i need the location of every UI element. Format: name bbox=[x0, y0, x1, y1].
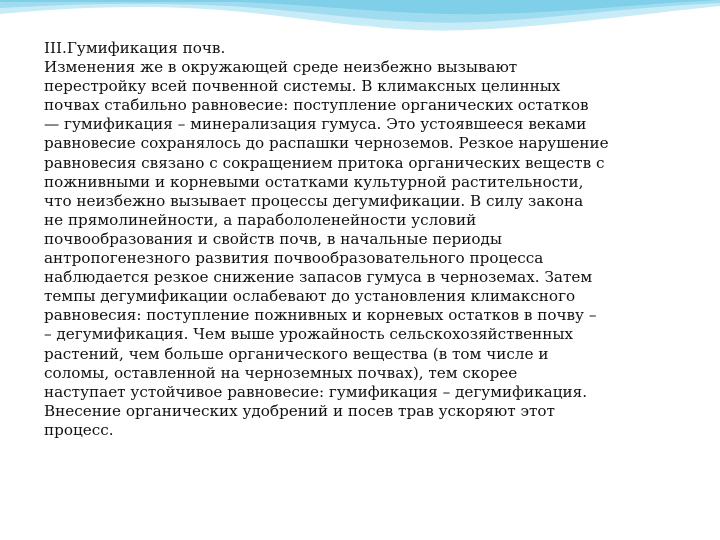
text-line: Изменения же в окружающей среде неизбежно вызывают bbox=[44, 58, 518, 77]
text-line: темпы дегумификации ослабевают до установления климаксного bbox=[44, 287, 576, 306]
text-line: – дегумификация. Чем выше урожайность сельскохозяйственных bbox=[44, 325, 574, 344]
text-line: антропогенезного развития почвообразовательного процесса bbox=[44, 249, 544, 268]
text-line: наступает устойчивое равновесие: гумификация – дегумификация. bbox=[44, 382, 588, 401]
text-line: равновесия связано с сокращением притока органических веществ с bbox=[44, 153, 605, 172]
text-line: пожнивными и корневыми остатками культурной растительности, bbox=[44, 172, 584, 191]
text-line: не прямолинейности, а парабололенейности условий bbox=[44, 210, 477, 229]
text-line: растений, чем больше органического вещества (в том числе и bbox=[44, 344, 549, 363]
slide-body bbox=[44, 39, 692, 440]
text-line: перестройку всей почвенной системы. В климаксных целинных bbox=[44, 77, 561, 96]
text-line: Внесение органических удобрений и посев трав ускоряют этот bbox=[44, 401, 555, 420]
body-paragraph bbox=[44, 58, 692, 440]
text-line: почвах стабильно равновесие: поступление органических остатков bbox=[44, 96, 589, 115]
text-line: процесс. bbox=[44, 420, 114, 439]
text-line: соломы, оставленной на черноземных почвах), тем скорее bbox=[44, 363, 518, 382]
text-line: равновесия: поступление пожнивных и корневых остатков в почву – bbox=[44, 306, 597, 325]
text-line: почвообразования и свойств почв, в начальные периоды bbox=[44, 229, 502, 248]
text-line: — гумификация – минерализация гумуса. Это устоявшееся веками bbox=[44, 115, 587, 134]
text-line: равновесие сохранялось до распашки черноземов. Резкое нарушение bbox=[44, 134, 609, 153]
text-line: что неизбежно вызывает процессы дегумификации. В силу закона bbox=[44, 191, 584, 210]
text-line: наблюдается резкое снижение запасов гумуса в черноземах. Затем bbox=[44, 268, 593, 287]
slide-heading: III.Гумификация почв. bbox=[44, 39, 226, 57]
